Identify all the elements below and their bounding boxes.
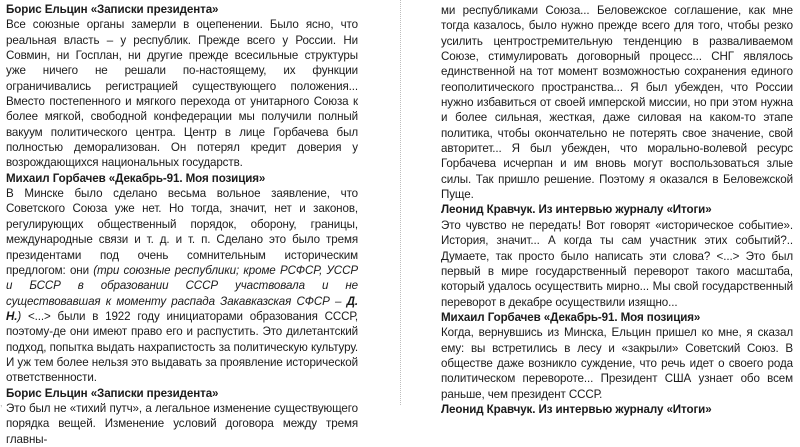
editor-note: (три союзные республики; кроме РСФСР, УССР и БССР в образовании СССР участвовала и не существовавшая к моменту распада Закавказская СФСР – xyxy=(6,263,358,308)
right-column xyxy=(441,3,793,417)
page-mark: , xyxy=(0,398,3,408)
quote-heading: Борис Ельцин «Записки президента» xyxy=(6,386,219,400)
editor-initials: Д. Н. xyxy=(6,294,358,323)
quote-text: Это был не «тихий путч», а легальное изменение существующего порядка вещей. Изменение условий договора между тремя главны- xyxy=(6,401,358,446)
quote-text: ми республиками Союза... Беловежское соглашение, как мне тогда казалось, было нужно прежде всего для того, чтобы резко усилить центростремительную тенденцию в разваливаемом Союзе, стимулировать договорный процесс... СНГ являлось единственной на тот момент возможностью сохранения единого геополитического пространства... Я был убежден, что России нужно избавиться от своей имперской миссии, но при этом нужна и более сильная, жесткая, даже силовая на каком-то этапе политика, чтобы окончательно не потерять свое значение, свой авторитет... Я был убежден, что морально-волевой ресурс Горбачева исчерпан и им вновь могут воспользоваться злые силы. Так пришло решение. Поэтому я оказался в Беловежской Пуще. xyxy=(441,4,793,202)
quote-heading: Михаил Горбачев «Декабрь-91. Моя позиция» xyxy=(441,310,701,324)
quote-heading: Михаил Горбачев «Декабрь-91. Моя позиция» xyxy=(6,171,266,185)
quote-text: Это чувство не передать! Вот говорят «историческое событие». История, значит... А когда ты сам участник этих событий?.. Думаете, так просто было написать эти слова? <...> Это был первый в мире государственный переворот такого масштаба, который удалось осуществить мирно... Мы свой государственный переворот в декабре осуществили изящно... xyxy=(441,218,793,309)
quote-text-part: <...> были в 1922 году инициаторами образования СССР, поэтому-де они имеют право его и распустить. Это дилетантский подход, попытка выдать нахрапистость за политическую культуру. И уж тем более нельзя это выдавать за проявление исторической ответственности. xyxy=(6,309,358,385)
quote-heading: Леонид Кравчук. Из интервью журналу «Итоги» xyxy=(441,203,712,217)
quote-text: Когда, вернувшись из Минска, Ельцин пришел ко мне, я сказал ему: вы встретились в лесу и «закрыли» Советский Союз. В обществе даже возникло суждение, что речь идет о своего рода политическом перевороте... Президент США узнает обо всем раньше, чем президент СССР. xyxy=(441,326,793,401)
editor-note-end: ) xyxy=(17,309,22,323)
left-column xyxy=(6,2,358,447)
quote-text: Все союзные органы замерли в оцепенении. Было ясно, что реальная власть – у республик. Прежде всего у России. Ни Совмин, ни Госплан, ни другие прежде всесильные структуры уже ничего не решали по-настоящему, их функции ограничивались регистрацией существующего положения... Вместо постепенного и мягкого перехода от унитарного Союза к более мягкой, свободной конфедерации мы получили полный вакуум политического центра. Центр в лице Горбачева был полностью деморализован. Он потерял кредит доверия у возрождающихся национальных государств. xyxy=(6,18,358,170)
quote-heading: Леонид Кравчук. Из интервью журналу «Итоги» xyxy=(441,402,712,416)
quote-text xyxy=(6,186,358,385)
quote-text-part: В Минске было сделано весьма вольное заявление, что Советского Союза уже нет. Но тогда, значит, нет и законов, регулирующих общественный порядок, оборону, границы, международные связи и т. д. и т. п. Сделано это было тремя президентами под очень сомнительным историческим предлогом: они xyxy=(6,187,358,277)
column-divider xyxy=(400,0,402,405)
quote-heading: Борис Ельцин «Записки президента» xyxy=(6,3,219,16)
